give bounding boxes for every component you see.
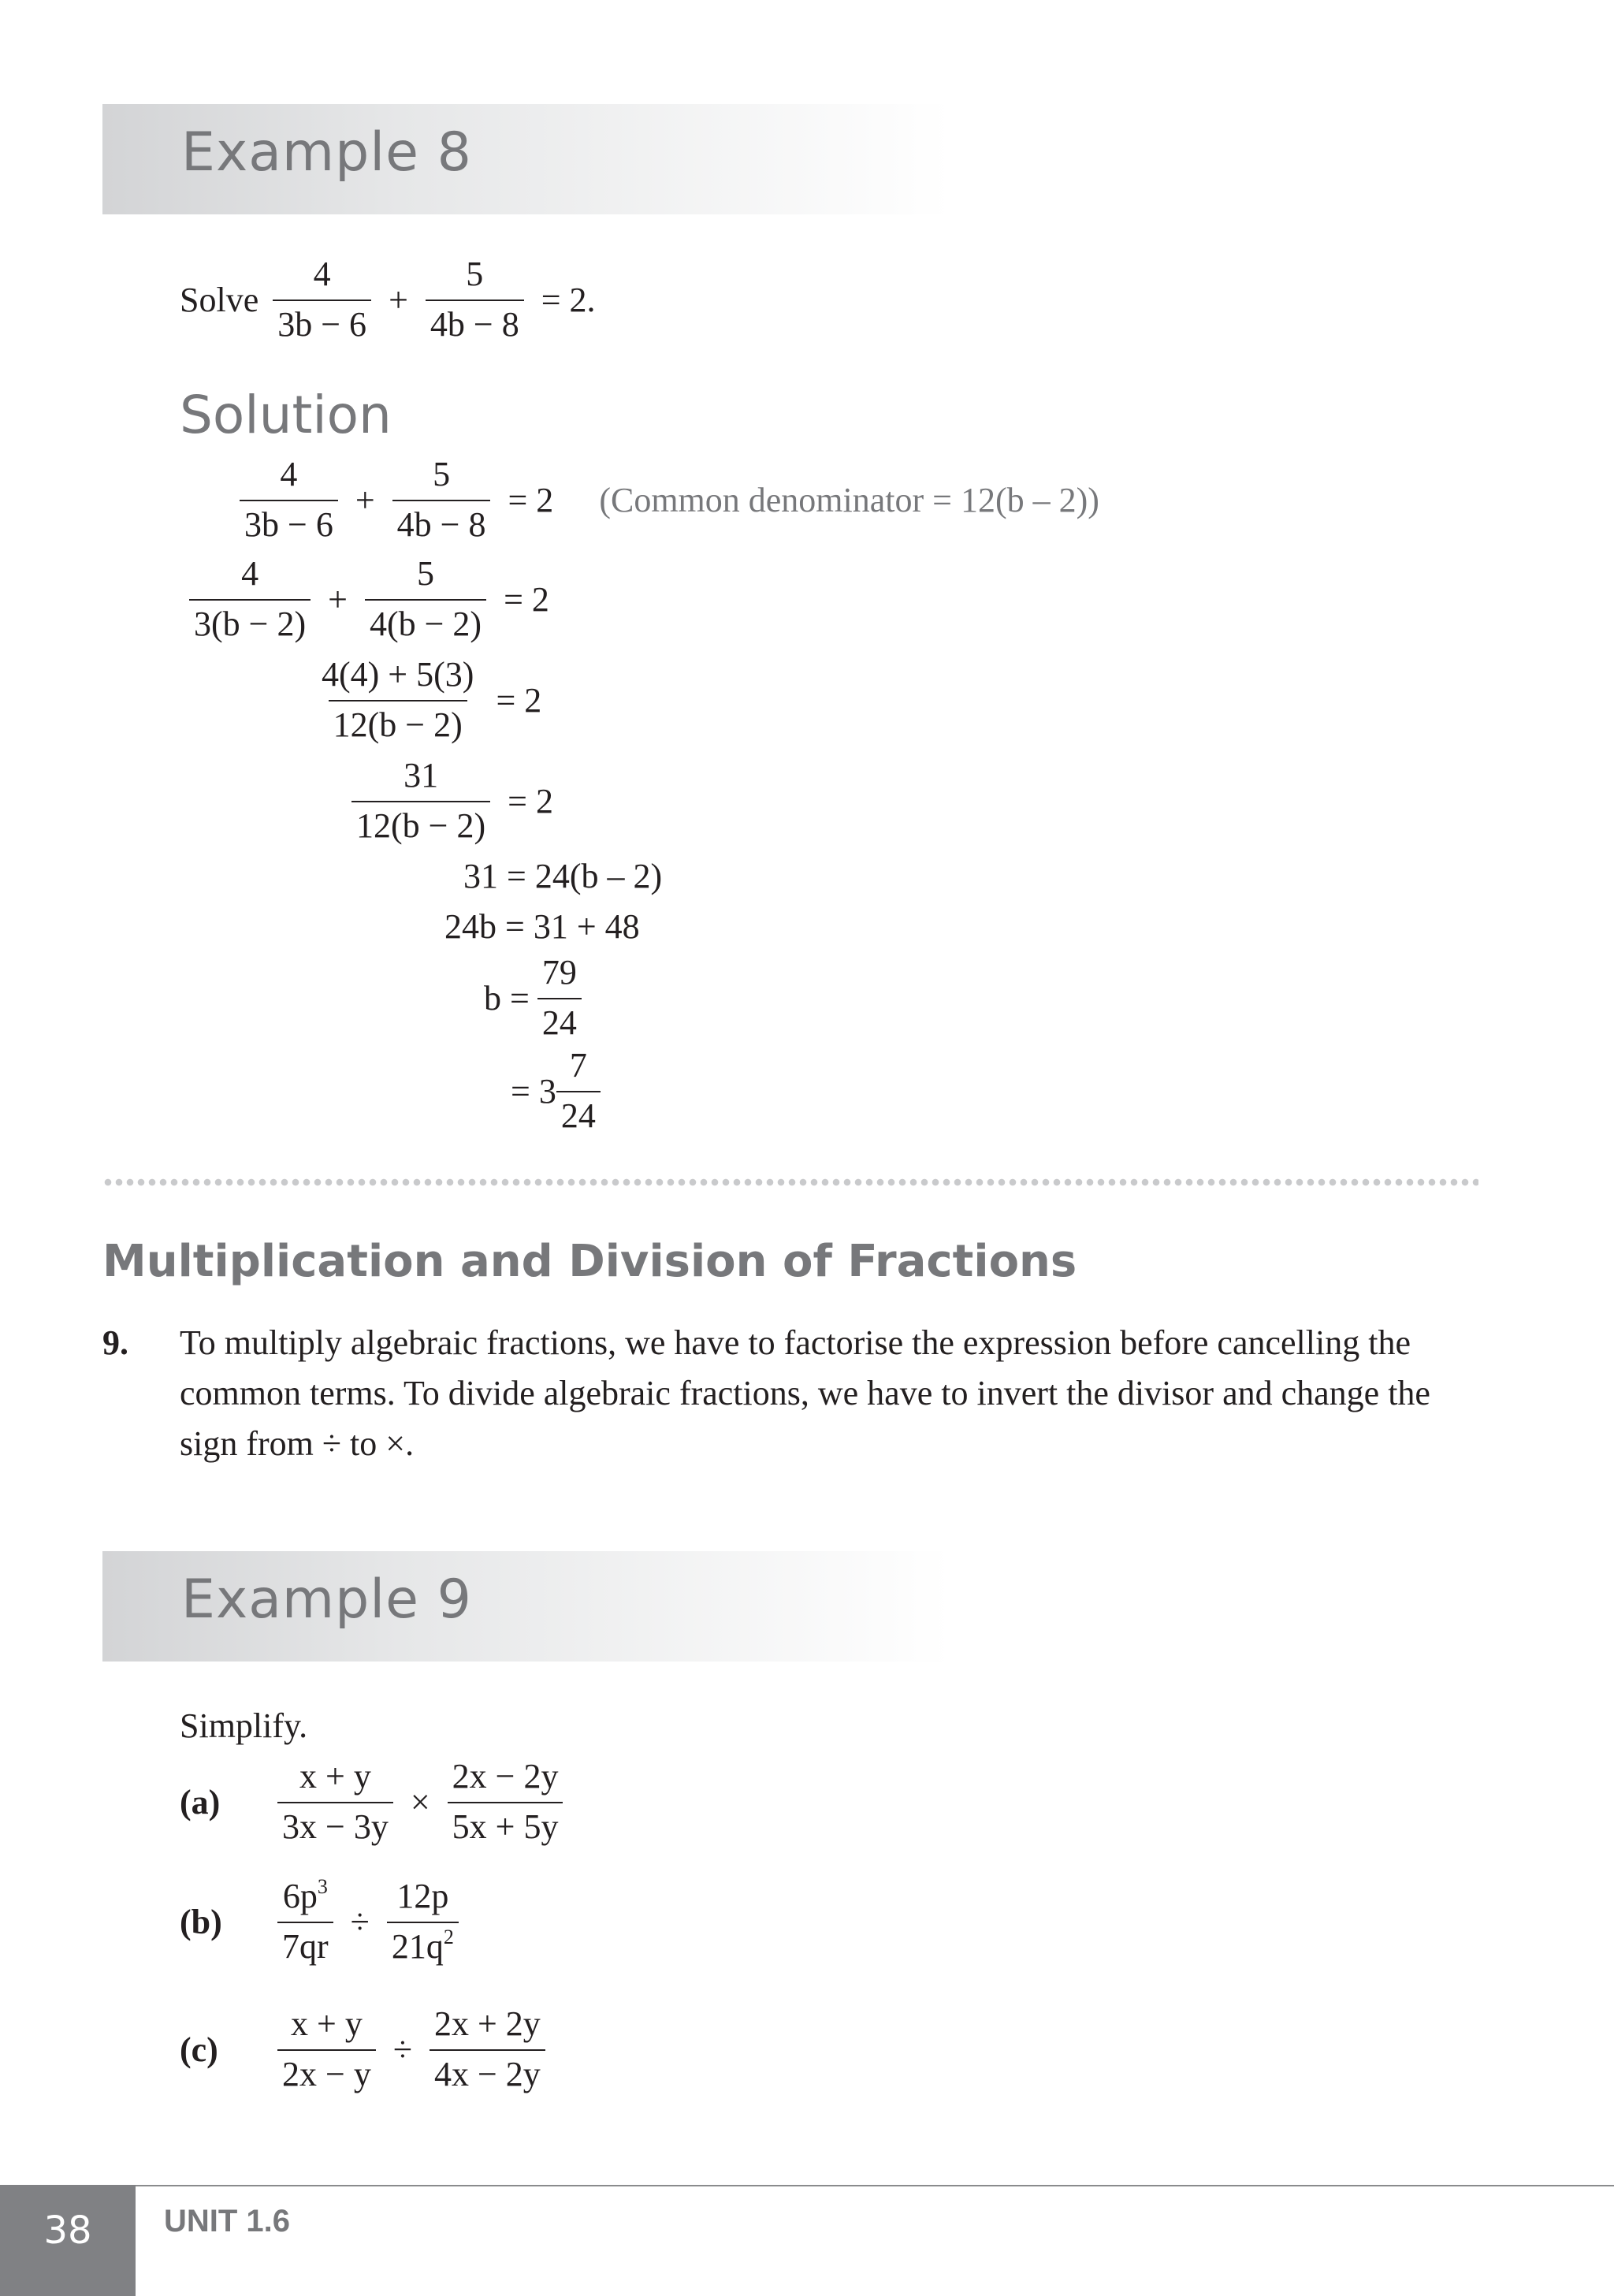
numerator: 12p: [396, 1877, 449, 1915]
dotted-divider: [102, 1178, 1478, 1187]
denominator: 4b − 8: [392, 500, 491, 542]
solution-step-3: [314, 657, 541, 742]
numerator: 4(4) + 5(3): [322, 655, 474, 694]
denominator: 3x − 3y: [277, 1802, 393, 1844]
denominator: 4(b − 2): [365, 599, 486, 642]
example-9-title: Example 9: [181, 1568, 472, 1631]
equals-rhs: = 2: [508, 781, 553, 821]
example-8-problem: [180, 257, 596, 342]
part-label: (b): [180, 1902, 222, 1941]
fraction: [365, 556, 486, 642]
footer-rule: [134, 2185, 1614, 2186]
denominator: 3b − 6: [273, 300, 371, 342]
operator: ÷: [392, 2030, 412, 2069]
exponent: 3: [317, 1875, 328, 1898]
fraction: [426, 257, 524, 342]
fraction: [430, 2004, 545, 2093]
fraction: [273, 257, 371, 342]
example-8-title: Example 8: [181, 121, 472, 184]
fraction: [189, 556, 311, 642]
step-lhs: b =: [484, 978, 530, 1018]
example-9-part-a: [180, 1759, 566, 1844]
solution-step-4: [348, 758, 553, 843]
numerator: 31: [404, 756, 439, 794]
operator: ×: [410, 1782, 430, 1822]
numerator: 2x − 2y: [452, 1757, 559, 1795]
numerator: 4: [280, 455, 298, 493]
equals-rhs: = 2: [504, 579, 549, 619]
fraction: [277, 1759, 393, 1844]
numerator: 7: [569, 1046, 587, 1085]
denominator: 12(b − 2): [329, 700, 467, 742]
example-9-banner: [102, 1551, 950, 1662]
equals-rhs: = 2: [508, 480, 554, 519]
denominator: 24: [556, 1091, 601, 1133]
fraction: [277, 1875, 333, 1966]
example-8-banner: [102, 104, 950, 214]
solution-title: Solution: [180, 385, 392, 445]
denominator: 12(b − 2): [351, 801, 490, 843]
page-number-box: [0, 2185, 136, 2296]
fraction: [556, 1048, 601, 1133]
solution-step-1: [236, 457, 1099, 542]
section-heading: Multiplication and Division of Fractions: [102, 1236, 1077, 1287]
numerator: x + y: [291, 2004, 363, 2043]
numerator: 5: [466, 255, 484, 293]
solution-step-2: [186, 556, 549, 642]
exponent: 2: [443, 1926, 454, 1948]
numerator: 2x + 2y: [433, 2004, 541, 2043]
solution-step-7: [484, 955, 585, 1040]
denominator: 4b − 8: [426, 300, 524, 342]
fraction: [240, 457, 338, 542]
numerator: x + y: [299, 1757, 371, 1795]
denominator: [387, 1922, 459, 1964]
plus-sign: +: [389, 280, 408, 319]
solve-word: Solve: [180, 280, 259, 319]
page-number: 38: [43, 2209, 92, 2253]
solution-step-8: [511, 1048, 604, 1133]
step-lhs: = 3: [511, 1071, 556, 1111]
denominator-base: 21q: [391, 1927, 444, 1966]
fraction: [277, 2004, 376, 2093]
fraction: [448, 1759, 563, 1844]
step-note: (Common denominator = 12(b – 2)): [599, 480, 1099, 519]
fraction: [387, 1879, 459, 1964]
solution-step-5: 31 = 24(b – 2): [463, 857, 663, 895]
numerator: 4: [313, 255, 331, 293]
part-label: (a): [180, 1782, 221, 1822]
numerator-base: 6p: [282, 1877, 318, 1915]
denominator: 2x − y: [277, 2049, 376, 2092]
denominator: 5x + 5y: [448, 1802, 563, 1844]
equals-rhs: = 2: [496, 680, 542, 720]
unit-label: UNIT 1.6: [164, 2204, 291, 2238]
denominator: 7qr: [277, 1922, 333, 1964]
operator: ÷: [350, 1902, 370, 1941]
numerator: [278, 1875, 333, 1922]
fraction: [392, 457, 491, 542]
fraction: [537, 955, 582, 1040]
numerator: 5: [417, 554, 435, 593]
part-label: (c): [180, 2030, 218, 2069]
solution-step-6: 24b = 31 + 48: [444, 907, 640, 946]
example-9-prompt: Simplify.: [180, 1706, 308, 1745]
numerator: 79: [541, 953, 577, 992]
plus-sign: +: [355, 480, 375, 519]
fraction: [317, 657, 478, 742]
plus-sign: +: [328, 579, 348, 619]
item-number: 9.: [102, 1323, 128, 1362]
denominator: 24: [537, 998, 582, 1040]
fraction: [351, 758, 490, 843]
example-9-part-b: [180, 1875, 462, 1966]
section-paragraph: To multiply algebraic fractions, we have to factorise the expression before cancelling the common terms. To divide algebraic fractions, we have to invert the divisor and change the sign from ÷ to ×.: [180, 1323, 1430, 1463]
equals-rhs: = 2.: [541, 280, 596, 319]
numerator: 4: [241, 554, 259, 593]
denominator: 4x − 2y: [430, 2049, 545, 2092]
numerator: 5: [433, 455, 451, 493]
example-9-part-c: [180, 2004, 549, 2093]
denominator: 3(b − 2): [189, 599, 311, 642]
denominator: 3b − 6: [240, 500, 338, 542]
